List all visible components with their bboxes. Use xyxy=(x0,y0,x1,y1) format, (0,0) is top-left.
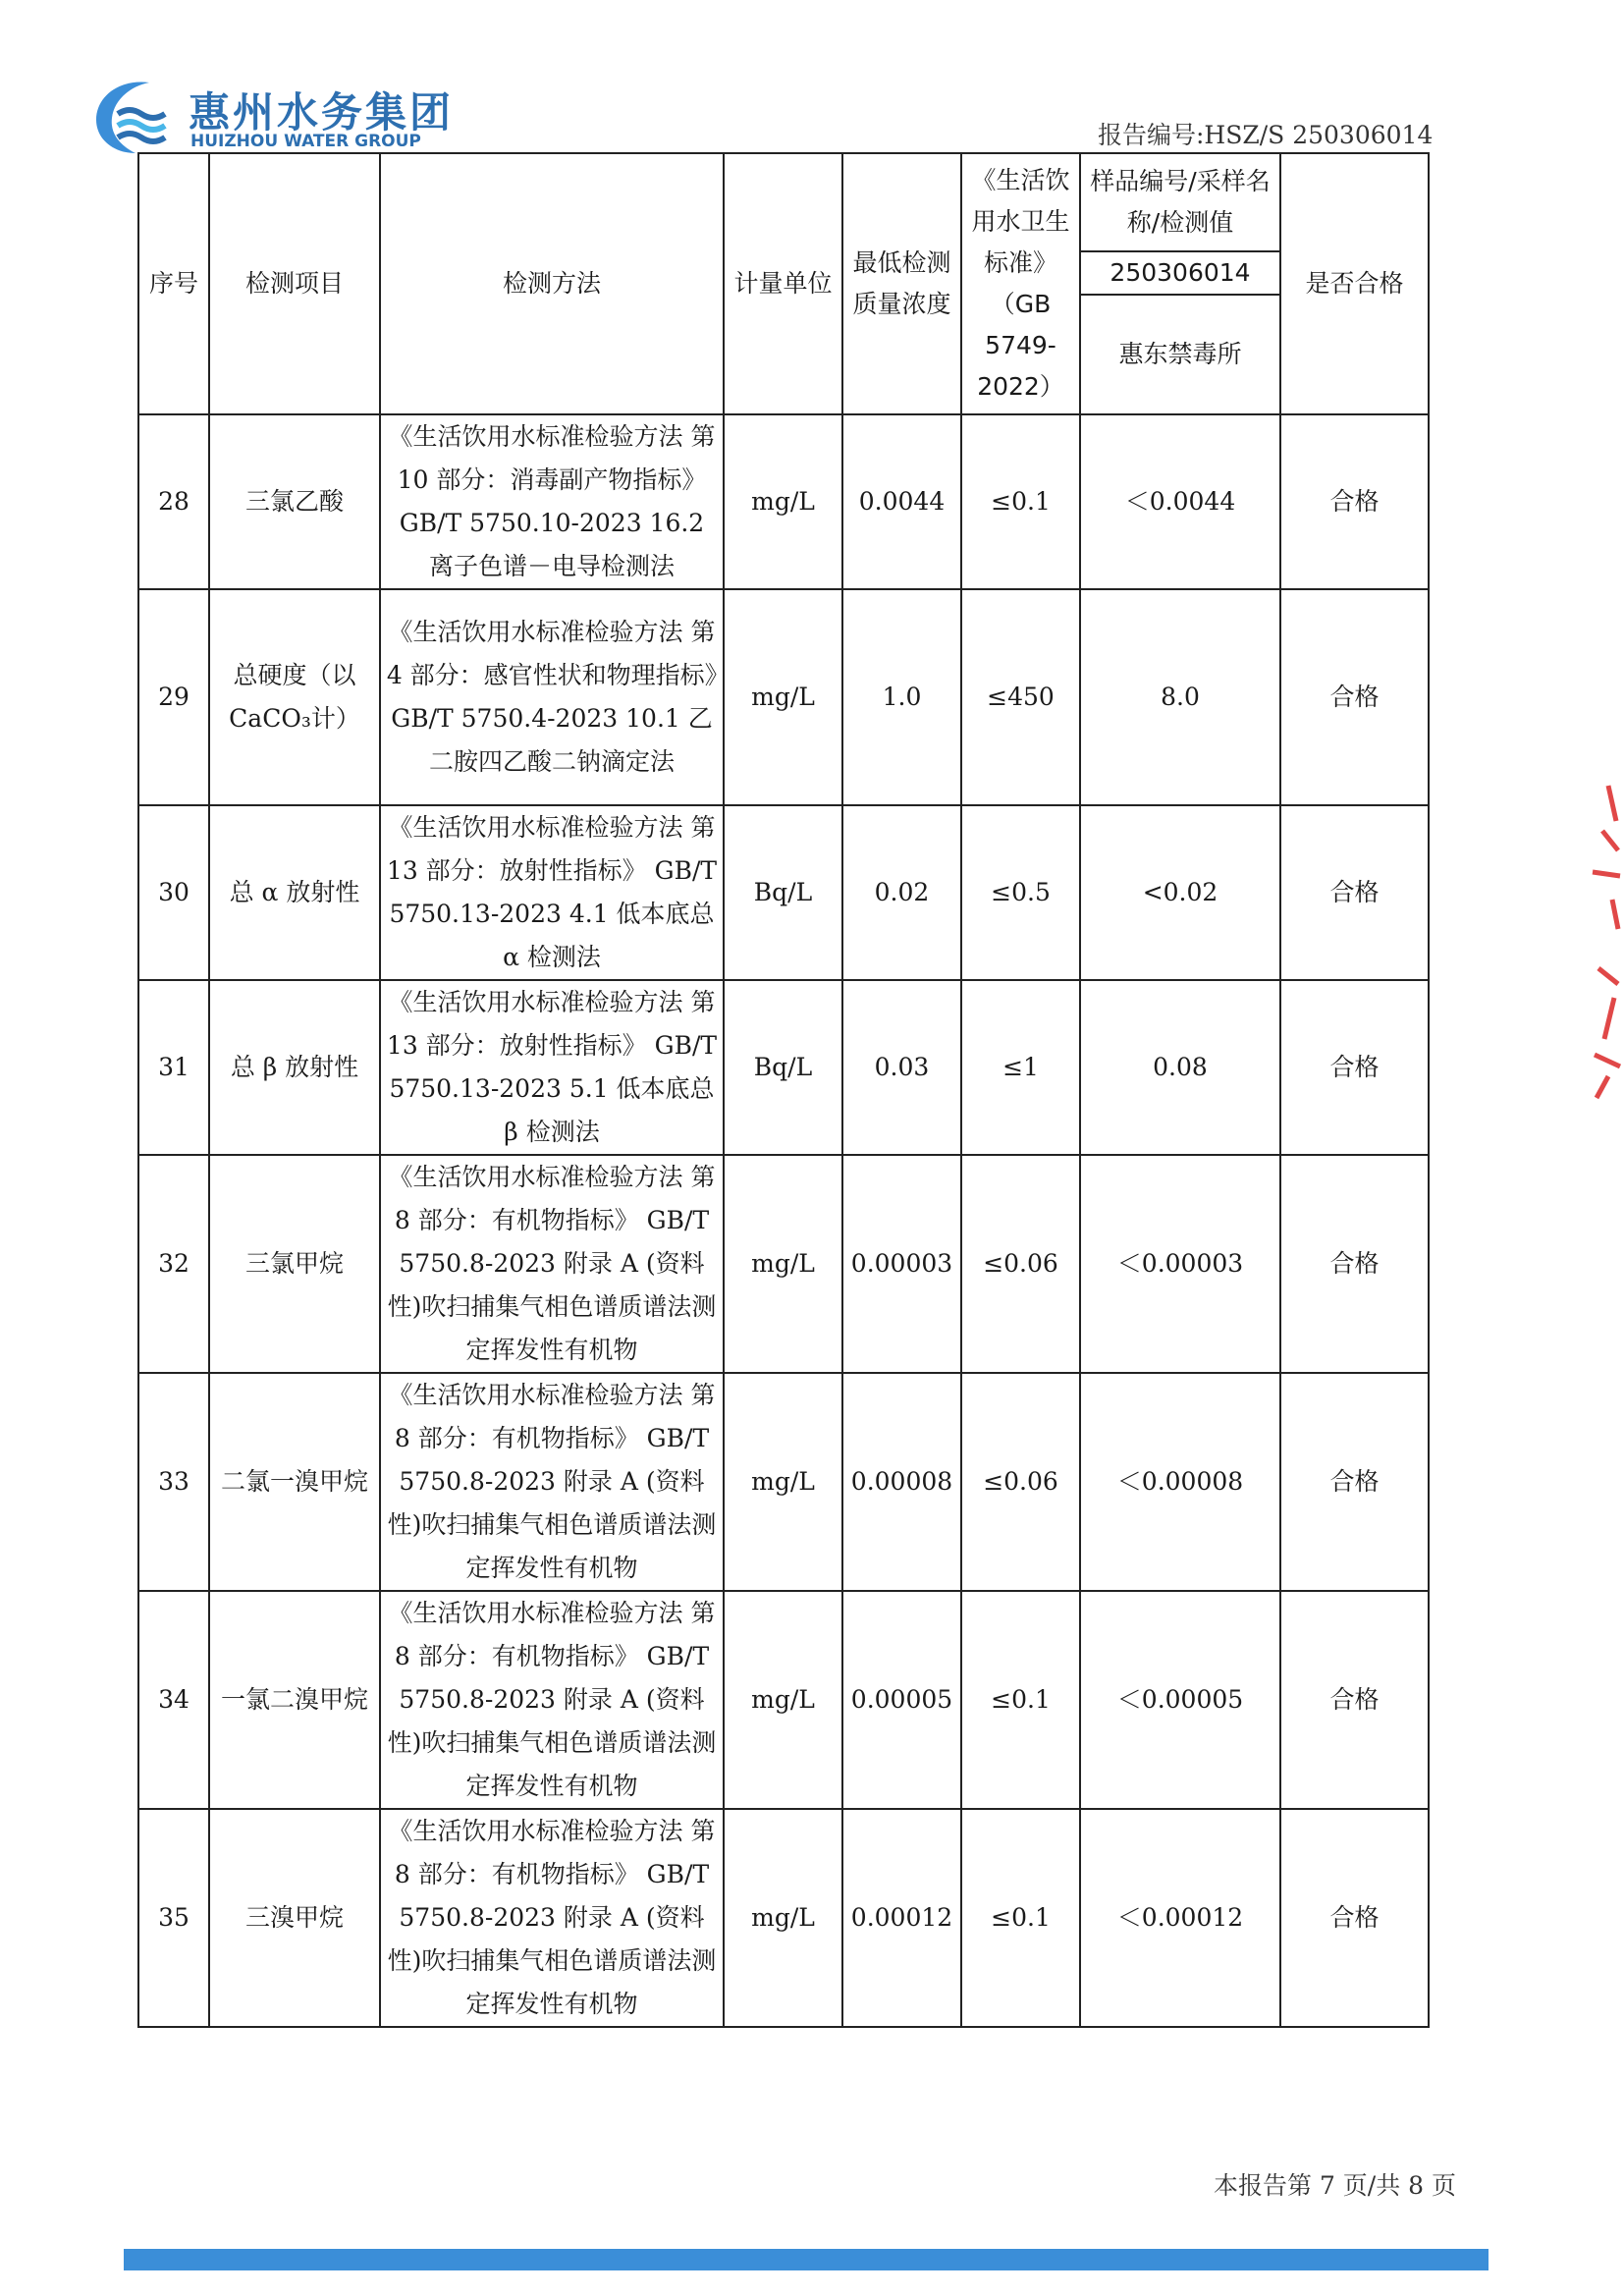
cell-unit: mg/L xyxy=(724,589,842,805)
cell-value: 0.08 xyxy=(1080,980,1280,1155)
cell-item: 三氯甲烷 xyxy=(209,1155,380,1373)
cell-value: ＜0.00008 xyxy=(1080,1373,1280,1591)
logo-name-cn: 惠州水务集团 xyxy=(189,88,455,137)
cell-value: ＜0.0044 xyxy=(1080,414,1280,589)
water-drop-logo-icon xyxy=(90,75,185,157)
table-row xyxy=(138,980,1429,1155)
table-row xyxy=(138,1591,1429,1809)
cell-limit: ≤0.1 xyxy=(961,1809,1080,2027)
header-standard: 《生活饮用水卫生标准》（GB 5749-2022） xyxy=(961,153,1080,414)
cell-limit: ≤0.06 xyxy=(961,1373,1080,1591)
table-row xyxy=(138,1155,1429,1373)
table-row xyxy=(138,1809,1429,2027)
cell-result: 合格 xyxy=(1280,1373,1429,1591)
results-table xyxy=(137,152,1430,2028)
cell-limit: ≤0.5 xyxy=(961,805,1080,980)
cell-item: 二氯一溴甲烷 xyxy=(209,1373,380,1591)
cell-seq: 34 xyxy=(138,1591,209,1809)
cell-item: 总 α 放射性 xyxy=(209,805,380,980)
cell-unit: mg/L xyxy=(724,1373,842,1591)
footer-bar xyxy=(124,2249,1489,2270)
cell-value: 8.0 xyxy=(1080,589,1280,805)
cell-seq: 35 xyxy=(138,1809,209,2027)
cell-min: 0.02 xyxy=(842,805,961,980)
cell-method: 《生活饮用水标准检验方法 第 13 部分：放射性指标》 GB/T 5750.13-2023 4.1 低本底总 α 检测法 xyxy=(380,805,724,980)
header-item: 检测项目 xyxy=(209,153,380,414)
header-seq: 序号 xyxy=(138,153,209,414)
cell-unit: Bq/L xyxy=(724,980,842,1155)
cell-min: 0.03 xyxy=(842,980,961,1155)
cell-item: 总硬度（以CaCO₃计） xyxy=(209,589,380,805)
seal-stamp-fragment xyxy=(1579,782,1624,1102)
cell-value: ＜0.00012 xyxy=(1080,1809,1280,2027)
cell-item: 总 β 放射性 xyxy=(209,980,380,1155)
header-qualified: 是否合格 xyxy=(1280,153,1429,414)
header-unit: 计量单位 xyxy=(724,153,842,414)
cell-result: 合格 xyxy=(1280,589,1429,805)
table-row xyxy=(138,805,1429,980)
cell-result: 合格 xyxy=(1280,805,1429,980)
cell-item: 三氯乙酸 xyxy=(209,414,380,589)
cell-unit: mg/L xyxy=(724,1809,842,2027)
header-sample-group: 样品编号/采样名称/检测值 xyxy=(1080,153,1280,251)
cell-value: ＜0.00003 xyxy=(1080,1155,1280,1373)
cell-limit: ≤450 xyxy=(961,589,1080,805)
page-number: 本报告第 7 页/共 8 页 xyxy=(1214,2171,1457,2200)
report-number: 报告编号:HSZ/S 250306014 xyxy=(1098,121,1434,149)
cell-seq: 29 xyxy=(138,589,209,805)
cell-min: 0.00003 xyxy=(842,1155,961,1373)
table-row xyxy=(138,589,1429,805)
cell-method: 《生活饮用水标准检验方法 第 10 部分：消毒副产物指标》GB/T 5750.10-2023 16.2 离子色谱－电导检测法 xyxy=(380,414,724,589)
cell-unit: mg/L xyxy=(724,1155,842,1373)
header-method: 检测方法 xyxy=(380,153,724,414)
cell-seq: 32 xyxy=(138,1155,209,1373)
table-row xyxy=(138,1373,1429,1591)
cell-result: 合格 xyxy=(1280,1155,1429,1373)
cell-method: 《生活饮用水标准检验方法 第 13 部分：放射性指标》 GB/T 5750.13-2023 5.1 低本底总 β 检测法 xyxy=(380,980,724,1155)
cell-value: <0.02 xyxy=(1080,805,1280,980)
cell-item: 三溴甲烷 xyxy=(209,1809,380,2027)
logo-name-en: HUIZHOU WATER GROUP xyxy=(190,132,421,151)
table-row xyxy=(138,414,1429,589)
cell-limit: ≤0.1 xyxy=(961,414,1080,589)
cell-method: 《生活饮用水标准检验方法 第 8 部分：有机物指标》 GB/T 5750.8-2023 附录 A (资料性)吹扫捕集气相色谱质谱法测定挥发性有机物 xyxy=(380,1373,724,1591)
cell-result: 合格 xyxy=(1280,980,1429,1155)
cell-min: 0.00012 xyxy=(842,1809,961,2027)
cell-item: 一氯二溴甲烷 xyxy=(209,1591,380,1809)
company-logo xyxy=(90,75,454,157)
cell-method: 《生活饮用水标准检验方法 第 8 部分：有机物指标》 GB/T 5750.8-2023 附录 A (资料性)吹扫捕集气相色谱质谱法测定挥发性有机物 xyxy=(380,1155,724,1373)
cell-seq: 33 xyxy=(138,1373,209,1591)
cell-min: 0.00005 xyxy=(842,1591,961,1809)
cell-limit: ≤0.1 xyxy=(961,1591,1080,1809)
cell-result: 合格 xyxy=(1280,1809,1429,2027)
cell-unit: Bq/L xyxy=(724,805,842,980)
cell-method: 《生活饮用水标准检验方法 第 8 部分：有机物指标》 GB/T 5750.8-2023 附录 A (资料性)吹扫捕集气相色谱质谱法测定挥发性有机物 xyxy=(380,1591,724,1809)
cell-seq: 30 xyxy=(138,805,209,980)
cell-unit: mg/L xyxy=(724,1591,842,1809)
cell-method: 《生活饮用水标准检验方法 第 4 部分：感官性状和物理指标》GB/T 5750.4-2023 10.1 乙二胺四乙酸二钠滴定法 xyxy=(380,589,724,805)
header-min-concentration: 最低检测质量浓度 xyxy=(842,153,961,414)
cell-result: 合格 xyxy=(1280,414,1429,589)
header-sample-name: 惠东禁毒所 xyxy=(1080,295,1280,414)
cell-method: 《生活饮用水标准检验方法 第 8 部分：有机物指标》 GB/T 5750.8-2023 附录 A (资料性)吹扫捕集气相色谱质谱法测定挥发性有机物 xyxy=(380,1809,724,2027)
cell-seq: 31 xyxy=(138,980,209,1155)
cell-result: 合格 xyxy=(1280,1591,1429,1809)
cell-unit: mg/L xyxy=(724,414,842,589)
header-sample-id: 250306014 xyxy=(1080,251,1280,295)
cell-value: ＜0.00005 xyxy=(1080,1591,1280,1809)
cell-limit: ≤0.06 xyxy=(961,1155,1080,1373)
cell-seq: 28 xyxy=(138,414,209,589)
cell-min: 1.0 xyxy=(842,589,961,805)
cell-limit: ≤1 xyxy=(961,980,1080,1155)
cell-min: 0.00008 xyxy=(842,1373,961,1591)
cell-min: 0.0044 xyxy=(842,414,961,589)
